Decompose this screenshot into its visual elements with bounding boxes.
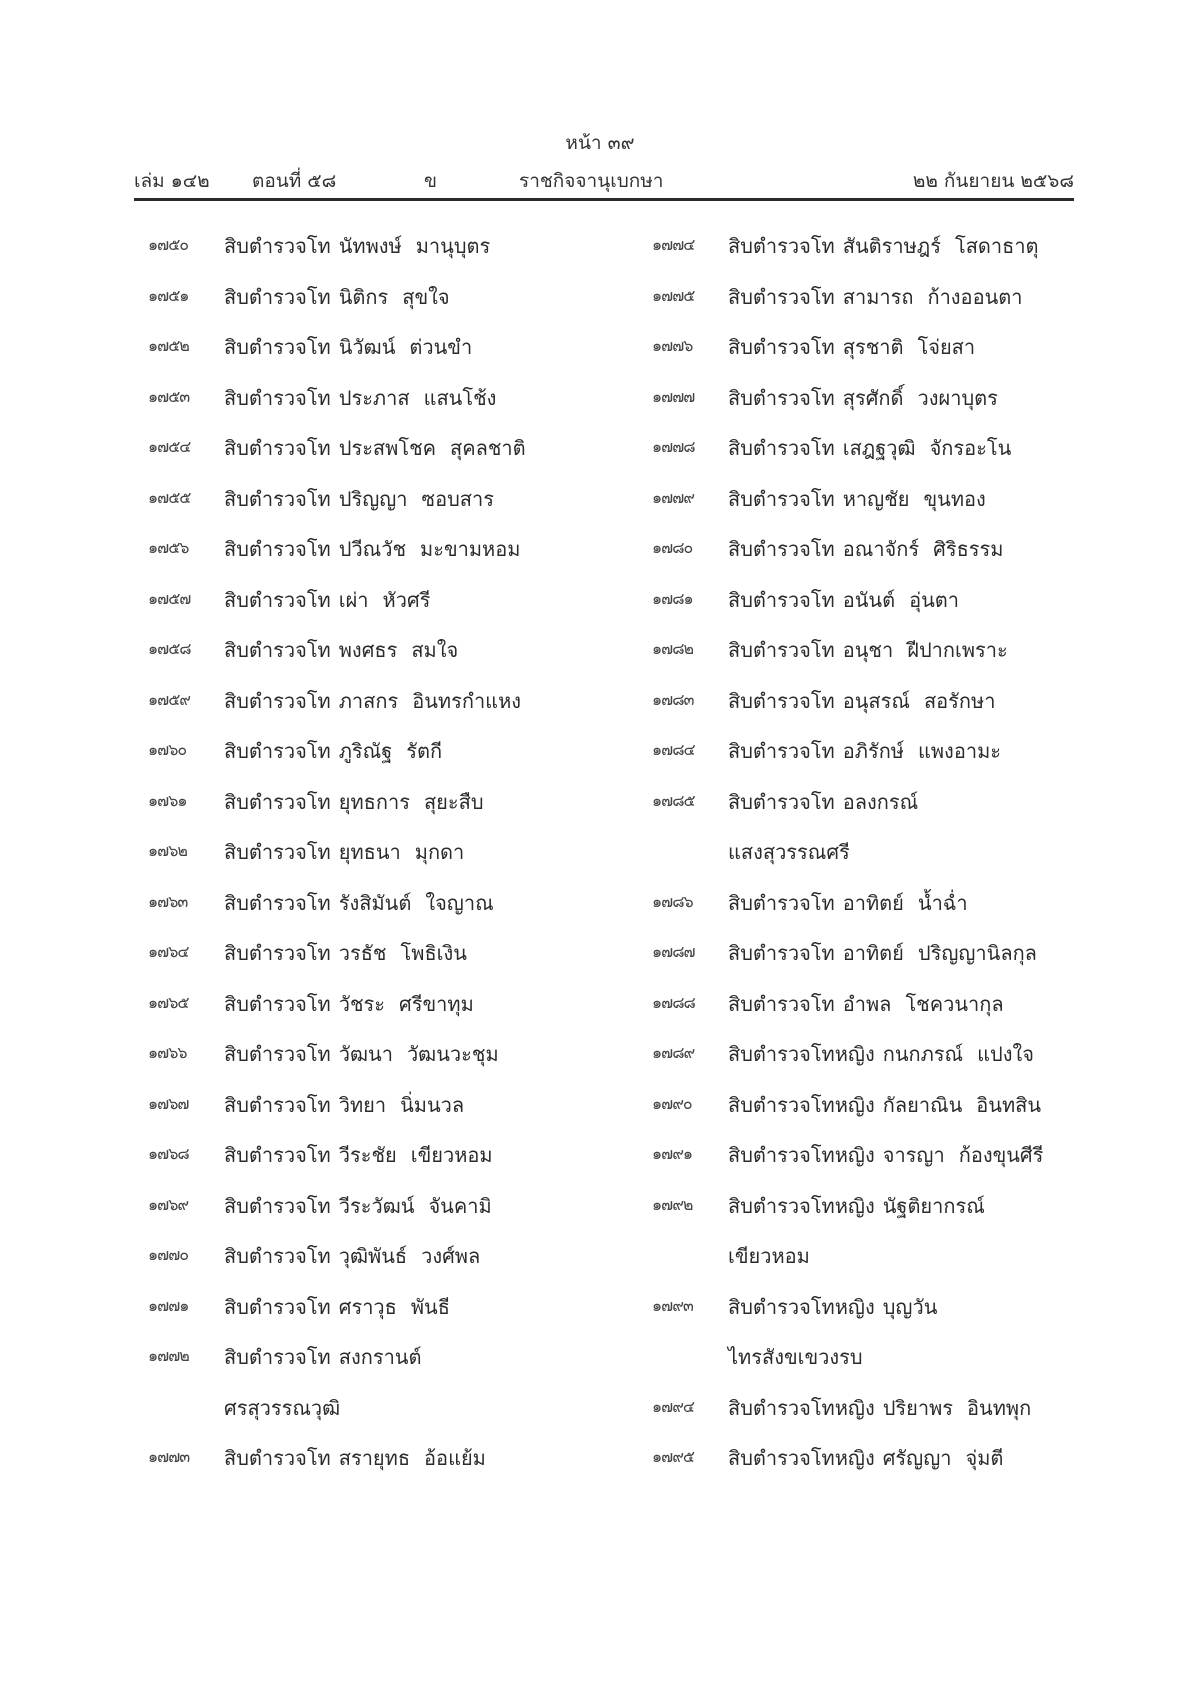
- surname: อุ่นตา: [909, 587, 959, 612]
- given-name: ยุทธนา: [338, 840, 401, 864]
- rank-label: สิบตำรวจโท: [224, 638, 331, 662]
- entry-number: ๑๗๘๕: [652, 790, 695, 810]
- surname-continuation: เขียวหอม: [728, 1244, 810, 1268]
- entry-number: ๑๗๗๔: [652, 235, 695, 254]
- rank-label: สิบตำรวจโท: [728, 537, 835, 561]
- entry-number: ๑๗๙๓: [652, 1295, 693, 1315]
- given-name: หาญชัย: [842, 486, 910, 511]
- entry-number: ๑๗๖๔: [148, 942, 189, 961]
- given-name: อนุสรณ์: [842, 688, 910, 713]
- surname: ขุนทอง: [923, 486, 986, 511]
- list-item: [652, 331, 1092, 382]
- list-item: [148, 1341, 608, 1392]
- running-header: [134, 166, 1074, 194]
- rank-label: สิบตำรวจโทหญิง: [728, 1193, 875, 1218]
- given-name: อณาจักร์: [842, 537, 920, 561]
- given-name: อาทิตย์: [842, 941, 904, 965]
- section-label: ข: [424, 170, 437, 192]
- list-item: [148, 382, 608, 433]
- given-name: นิติกร: [338, 284, 389, 309]
- entry-number: ๑๗๕๒: [148, 336, 189, 355]
- surname: สมใจ: [411, 638, 459, 662]
- list-item: [652, 533, 1092, 584]
- entry-number: ๑๗๗๖: [652, 336, 693, 355]
- entry-number: ๑๗๘๖: [652, 891, 693, 911]
- rank-label: สิบตำรวจโทหญิง: [728, 1042, 875, 1066]
- list-item: [652, 281, 1092, 332]
- entry-number: ๑๗๙๑: [652, 1144, 693, 1163]
- list-item: [652, 1038, 1092, 1089]
- publication-title: ราชกิจจานุเบกษา: [519, 170, 664, 192]
- surname: จุ่มตี: [965, 1446, 1004, 1470]
- rank-label: สิบตำรวจโท: [224, 486, 331, 511]
- list-item: [148, 887, 608, 938]
- list-item: [652, 1139, 1092, 1190]
- entry-number: ๑๗๖๙: [148, 1194, 189, 1214]
- list-item: [652, 685, 1092, 736]
- entry-number: ๑๗๘๙: [652, 1043, 695, 1062]
- rank-label: สิบตำรวจโท: [728, 638, 835, 662]
- given-name: พงศธร: [338, 638, 398, 662]
- rank-label: สิบตำรวจโท: [224, 1446, 331, 1470]
- entry-number: ๑๗๘๓: [652, 689, 694, 709]
- entry-number: ๑๗๕๕: [148, 487, 191, 507]
- given-name: ปวีณวัช: [338, 537, 407, 561]
- entry-number: ๑๗๕๖: [148, 538, 189, 557]
- entry-number: ๑๗๗๙: [652, 487, 694, 507]
- surname: มะขามหอม: [420, 537, 521, 561]
- list-item: [652, 735, 1092, 786]
- list-item: [652, 432, 1092, 483]
- rank-label: สิบตำรวจโทหญิง: [728, 1395, 875, 1420]
- list-item: [148, 1139, 608, 1190]
- given-name: อาทิตย์: [842, 890, 904, 915]
- list-item: [148, 1442, 608, 1493]
- surname: แสนโช้ง: [423, 385, 497, 410]
- rank-label: สิบตำรวจโท: [224, 1193, 331, 1218]
- list-item: [652, 887, 1092, 938]
- rank-label: สิบตำรวจโท: [224, 1345, 331, 1369]
- given-name: ปริยาพร: [882, 1395, 954, 1420]
- rank-label: สิบตำรวจโท: [728, 385, 835, 410]
- entry-number: ๑๗๙๒: [652, 1194, 693, 1214]
- entry-number: ๑๗๙๕: [652, 1447, 695, 1466]
- surname-continuation: ไทรสังขเขวงรบ: [728, 1345, 863, 1369]
- rank-label: สิบตำรวจโท: [224, 789, 331, 814]
- entry-number: ๑๗๕๑: [148, 285, 189, 305]
- list-item: [652, 937, 1092, 988]
- entry-number: ๑๗๘๗: [652, 942, 695, 961]
- rank-label: สิบตำรวจโทหญิง: [728, 1294, 875, 1319]
- entry-number: ๑๗๗๒: [148, 1346, 189, 1365]
- entry-number: ๑๗๙๐: [652, 1093, 692, 1113]
- rank-label: สิบตำรวจโท: [728, 335, 835, 359]
- list-item: [652, 584, 1092, 635]
- rank-label: สิบตำรวจโท: [728, 789, 835, 814]
- surname: แพงอามะ: [917, 739, 1001, 763]
- surname: เขียวหอม: [410, 1143, 493, 1167]
- rank-label: สิบตำรวจโท: [224, 537, 331, 561]
- surname: จักรอะโน: [929, 436, 1012, 460]
- given-name: วัฒนา: [338, 1042, 393, 1066]
- entry-number: ๑๗๘๘: [652, 992, 695, 1012]
- given-name: ประสพโชค: [338, 436, 437, 460]
- surname: ฝีปากเพราะ: [907, 638, 1008, 662]
- surname: สุยะสืบ: [423, 789, 484, 814]
- surname: ศิริธรรม: [933, 537, 1004, 561]
- rank-label: สิบตำรวจโท: [224, 941, 331, 965]
- rank-label: สิบตำรวจโท: [728, 486, 835, 511]
- entry-number: ๑๗๖๘: [148, 1144, 189, 1163]
- list-item: [652, 634, 1092, 685]
- list-item: [652, 1442, 1092, 1493]
- page-number: หน้า ๓๙: [565, 132, 635, 154]
- given-name: อภิรักษ์: [842, 739, 904, 763]
- rank-label: สิบตำรวจโท: [224, 739, 331, 763]
- rank-label: สิบตำรวจโท: [224, 587, 331, 612]
- rank-label: สิบตำรวจโท: [728, 991, 835, 1016]
- given-name: นัฐติยากรณ์: [882, 1193, 985, 1218]
- entry-number: ๑๗๘๒: [652, 639, 694, 658]
- entry-number: ๑๗๖๐: [148, 740, 187, 759]
- given-name: นัทพงษ์: [338, 234, 402, 258]
- surname: แปงใจ: [977, 1042, 1034, 1066]
- surname: อินทพุก: [967, 1395, 1032, 1420]
- surname: โจ่ยสา: [917, 335, 976, 359]
- rank-label: สิบตำรวจโท: [224, 688, 331, 713]
- given-name: วิทยา: [338, 1092, 387, 1117]
- left-column: [148, 230, 608, 1493]
- given-name: วีระวัฒน์: [338, 1193, 415, 1218]
- surname: จันคามิ: [428, 1193, 492, 1218]
- entry-number: ๑๗๘๔: [652, 740, 695, 759]
- given-name: สันติราษฎร์: [842, 234, 941, 258]
- rank-label: สิบตำรวจโท: [224, 284, 331, 309]
- list-item: [148, 1291, 608, 1342]
- surname-continuation: ศรสุวรรณวุฒิ: [224, 1395, 341, 1420]
- given-name: ภูริณัฐ: [338, 739, 393, 763]
- surname: โสดาธาตุ: [954, 234, 1039, 258]
- entry-number: ๑๗๖๓: [148, 891, 188, 911]
- list-item: [148, 836, 608, 887]
- list-item: [148, 584, 608, 635]
- list-item: [148, 281, 608, 332]
- entry-number: ๑๗๘๐: [652, 538, 693, 557]
- entry-number: ๑๗๖๒: [148, 841, 187, 860]
- list-item: [148, 735, 608, 786]
- list-item: [148, 331, 608, 382]
- rank-label: สิบตำรวจโท: [728, 234, 835, 258]
- list-item: [148, 634, 608, 685]
- list-item: [148, 1038, 608, 1089]
- list-item: [652, 988, 1092, 1039]
- surname: รัตกี: [406, 739, 443, 763]
- given-name: ศรัญญา: [882, 1446, 952, 1470]
- given-name: วีระชัย: [338, 1143, 397, 1167]
- right-column: [652, 230, 1092, 1493]
- rank-label: สิบตำรวจโท: [728, 284, 835, 309]
- rank-label: สิบตำรวจโท: [728, 739, 835, 763]
- list-item: [652, 230, 1092, 281]
- surname: มานุบุตร: [415, 234, 491, 258]
- list-item: [652, 1392, 1092, 1443]
- entry-number: ๑๗๗๕: [652, 285, 695, 305]
- list-item: [148, 533, 608, 584]
- surname: ก้องขุนศีรี: [958, 1143, 1044, 1167]
- entry-number: ๑๗๗๘: [652, 437, 695, 456]
- list-item: [148, 1089, 608, 1140]
- list-item: [148, 230, 608, 281]
- entry-number: ๑๗๖๖: [148, 1043, 187, 1062]
- list-item: [652, 1089, 1092, 1140]
- surname: สอรักษา: [923, 688, 996, 713]
- list-item: [652, 1190, 1092, 1241]
- surname: หัวศรี: [382, 587, 431, 612]
- rank-label: สิบตำรวจโท: [224, 385, 331, 410]
- given-name: วุฒิพันธ์: [338, 1244, 408, 1268]
- entry-number: ๑๗๗๓: [148, 1447, 190, 1466]
- given-name: สรายุทธ: [338, 1446, 411, 1470]
- rank-label: สิบตำรวจโท: [224, 991, 331, 1016]
- given-name: สุรชาติ: [842, 335, 904, 359]
- entry-number: ๑๗๖๗: [148, 1093, 189, 1113]
- surname: น้ำฉ่ำ: [917, 890, 968, 915]
- list-item: [652, 786, 1092, 837]
- given-name: กนกภรณ์: [882, 1042, 964, 1066]
- list-item: [148, 937, 608, 988]
- given-name: ภาสกร: [338, 688, 399, 713]
- rank-label: สิบตำรวจโท: [728, 587, 835, 612]
- surname: วัฒนวะชุม: [406, 1042, 499, 1066]
- surname: โชควนากุล: [905, 991, 1004, 1016]
- given-name: อนันต์: [842, 587, 896, 612]
- rank-label: สิบตำรวจโท: [728, 890, 835, 915]
- rank-label: สิบตำรวจโท: [224, 1294, 331, 1319]
- header-divider: [134, 198, 1074, 201]
- rank-label: สิบตำรวจโท: [224, 335, 331, 359]
- list-item: [148, 432, 608, 483]
- surname: ปริญญานิลกุล: [917, 941, 1037, 965]
- surname: สุขใจ: [402, 284, 450, 309]
- given-name: รังสิมันต์: [338, 890, 412, 915]
- given-name: บุญวัน: [882, 1294, 938, 1319]
- rank-label: สิบตำรวจโท: [224, 1143, 331, 1167]
- surname: มุกดา: [414, 840, 465, 864]
- rank-label: สิบตำรวจโทหญิง: [728, 1143, 875, 1167]
- rank-label: สิบตำรวจโท: [224, 1042, 331, 1066]
- entry-number: ๑๗๗๗: [652, 386, 695, 406]
- surname: โพธิเงิน: [400, 941, 467, 965]
- list-item: [148, 1190, 608, 1241]
- entry-number: ๑๗๗๑: [148, 1295, 189, 1315]
- given-name: อนุชา: [842, 638, 894, 662]
- entry-number: ๑๗๕๗: [148, 588, 191, 608]
- rank-label: สิบตำรวจโท: [728, 688, 835, 713]
- surname: ศรีขาทุม: [399, 991, 474, 1016]
- list-item: [148, 483, 608, 534]
- given-name: เผ่า: [338, 587, 369, 612]
- list-item: [652, 1291, 1092, 1342]
- given-name: ปริญญา: [338, 486, 408, 511]
- entry-number: ๑๗๕๐: [148, 235, 189, 254]
- entry-number: ๑๗๕๔: [148, 437, 191, 456]
- rank-label: สิบตำรวจโท: [224, 840, 331, 864]
- surname: อ้อแย้ม: [424, 1446, 486, 1470]
- given-name: นิวัฒน์: [338, 335, 396, 359]
- rank-label: สิบตำรวจโทหญิง: [728, 1092, 875, 1117]
- surname: อินทสิน: [976, 1092, 1042, 1117]
- surname: วงผาบุตร: [917, 385, 998, 410]
- list-item: [652, 483, 1092, 534]
- given-name: อำพล: [842, 991, 892, 1016]
- entry-number: ๑๗๕๓: [148, 386, 190, 406]
- given-name: วัชระ: [338, 991, 386, 1016]
- entry-number: ๑๗๕๘: [148, 639, 191, 658]
- given-name: อลงกรณ์: [842, 789, 919, 814]
- given-name: ยุทธการ: [338, 789, 410, 814]
- given-name: กัลยาณิน: [882, 1092, 963, 1117]
- rank-label: สิบตำรวจโท: [224, 1092, 331, 1117]
- given-name: สามารถ: [842, 284, 914, 309]
- rank-label: สิบตำรวจโท: [728, 436, 835, 460]
- list-item: [652, 382, 1092, 433]
- rank-label: สิบตำรวจโท: [224, 1244, 331, 1268]
- surname-continuation: แสงสุวรรณศรี: [728, 840, 850, 864]
- surname: ต่วนขำ: [409, 335, 473, 359]
- surname: ซอบสาร: [421, 486, 494, 511]
- entry-number: ๑๗๖๑: [148, 790, 187, 810]
- rank-label: สิบตำรวจโท: [224, 436, 331, 460]
- given-name: สงกรานต์: [338, 1345, 422, 1369]
- rank-label: สิบตำรวจโท: [728, 941, 835, 965]
- rank-label: สิบตำรวจโท: [224, 890, 331, 915]
- list-item: [148, 685, 608, 736]
- surname: สุคลชาติ: [450, 436, 526, 460]
- list-item: [148, 786, 608, 837]
- list-item: [148, 988, 608, 1039]
- rank-label: สิบตำรวจโท: [224, 234, 331, 258]
- entry-number: ๑๗๕๙: [148, 689, 191, 709]
- surname: วงศ์พล: [421, 1244, 481, 1268]
- issue-label: ตอนที่ ๕๘: [252, 170, 337, 192]
- publication-date: ๒๒ กันยายน ๒๕๖๘: [912, 170, 1074, 192]
- entry-number: ๑๗๖๕: [148, 992, 189, 1012]
- entry-number: ๑๗๗๐: [148, 1245, 188, 1264]
- list-item: [148, 1240, 608, 1291]
- surname: อินทรกำแหง: [412, 688, 522, 713]
- surname: ใจญาณ: [425, 890, 494, 915]
- given-name: ประภาส: [338, 385, 410, 410]
- volume-label: เล่ม ๑๔๒: [134, 170, 210, 192]
- given-name: วรธัช: [338, 941, 387, 965]
- entry-number: ๑๗๘๑: [652, 588, 693, 608]
- given-name: จารญา: [882, 1143, 945, 1167]
- given-name: ศราวุธ: [338, 1294, 397, 1319]
- surname: ก้างออนตา: [927, 284, 1023, 309]
- given-name: สุรศักดิ์: [842, 385, 904, 410]
- surname: นิ่มนวล: [400, 1092, 465, 1117]
- rank-label: สิบตำรวจโทหญิง: [728, 1446, 875, 1470]
- entry-number: ๑๗๙๔: [652, 1396, 695, 1416]
- given-name: เสฎฐวุฒิ: [842, 436, 916, 460]
- surname: พันธี: [410, 1294, 450, 1319]
